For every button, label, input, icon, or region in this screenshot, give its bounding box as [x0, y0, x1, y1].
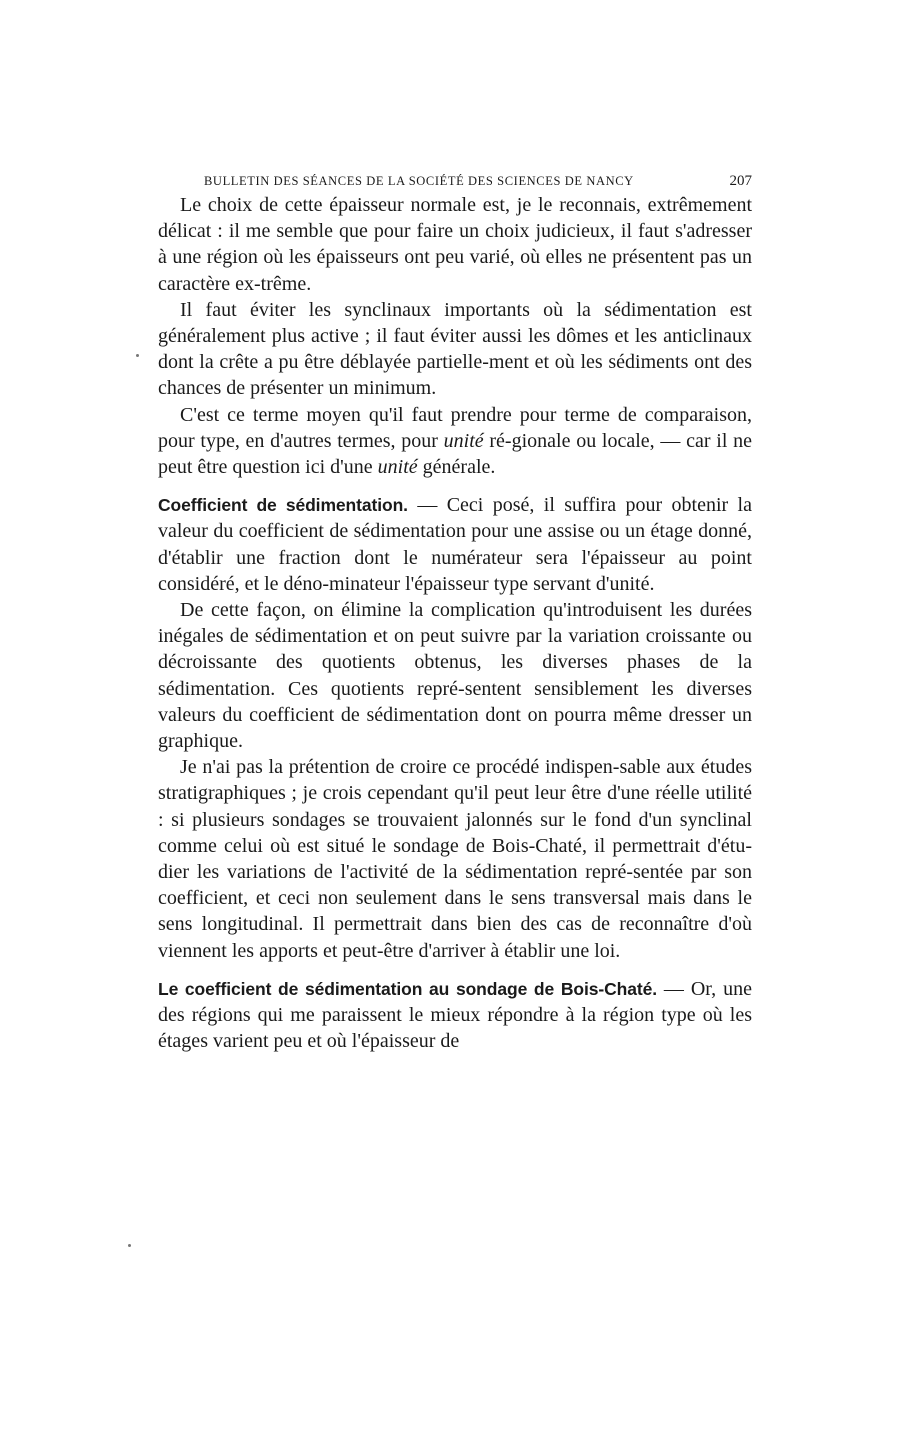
text-run: générale. — [417, 456, 496, 479]
document-page — [158, 172, 752, 1055]
paragraph-facon: De cette façon, on élimine la complication qu'introduisent les durées inégales de sédimentation et on peut suivre par la variation croissante ou décroissante des quotients obtenus, les diverses phases de la sédimentation. Ces quotients repré-sentent sensiblement les diverses valeurs du coefficient de sédimentation dont on pourra même dresser un graphique. — [158, 599, 752, 753]
paragraph-terme-moyen — [158, 402, 752, 481]
italic-term: unité — [443, 429, 484, 452]
paragraph-pretention: Je n'ai pas la prétention de croire ce procédé indispen-sable aux études stratigraphiques ; je crois cependant qu'il peut leur être d'une réelle utilité : si plusieurs sondages se trouvaient jalonnés sur le fond d'un synclinal comme celui où est situé le sondage de Bois-Chaté, il permettrait d'étu-dier les variations de l'activité de la sédimentation repré-sentée par son coefficient, et ceci non seulement dans le sens transversal mais dans le sens longitudinal. Il permettrait dans bien des cas de reconnaître d'où viennent les apports et peut-être d'arriver à établir une loi. — [158, 756, 752, 962]
text-run: — Or, une des régions qui me paraissent le mieux répondre à la région type où les étages varient peu et où l'épaisseur de — [158, 977, 752, 1053]
section-bois-chate — [158, 976, 752, 1055]
italic-term: unité — [377, 456, 418, 479]
running-head — [204, 172, 752, 190]
page-number: 207 — [729, 173, 752, 189]
paragraph-synclinaux: Il faut éviter les synclinaux importants où la sédimentation est généralement plus active ; il faut éviter aussi les dômes et les anticlinaux dont la crête a pu être déblayée partielle-ment et où les sédiments ont des chances de présenter un minimum. — [158, 298, 752, 400]
text-run: C'est ce terme moyen qu'il faut prendre pour terme de comparaison, pour type, en d'autres termes, pour — [158, 403, 752, 452]
text-run: — Ceci posé, il suffira pour obtenir la valeur du coefficient de sédimentation pour une assise ou un étage donné, d'établir une fraction dont le numérateur sera l'épaisseur au point considéré, et le déno-minateur l'épaisseur type servant d'unité. — [158, 494, 752, 595]
running-title: BULLETIN DES SÉANCES DE LA SOCIÉTÉ DES SCIENCES DE NANCY — [204, 174, 634, 188]
section-heading: Coefficient de sédimentation. — [158, 495, 408, 516]
margin-speck — [136, 354, 139, 357]
section-heading: Le coefficient de sédimentation au sondage de Bois-Chaté. — [158, 978, 657, 999]
text-run: ré-gionale ou locale, — car il ne peut être question ici d'une — [158, 429, 752, 479]
margin-speck — [128, 1244, 131, 1247]
paragraph-epaisseur-normale: Le choix de cette épaisseur normale est, je le reconnais, extrêmement délicat : il me semble que pour faire un choix judicieux, il faut s'adresser à une région où les épaisseurs ont peu varié, où elles ne présentent pas un caractère ex-trême. — [158, 194, 752, 295]
section-coefficient — [158, 492, 752, 597]
